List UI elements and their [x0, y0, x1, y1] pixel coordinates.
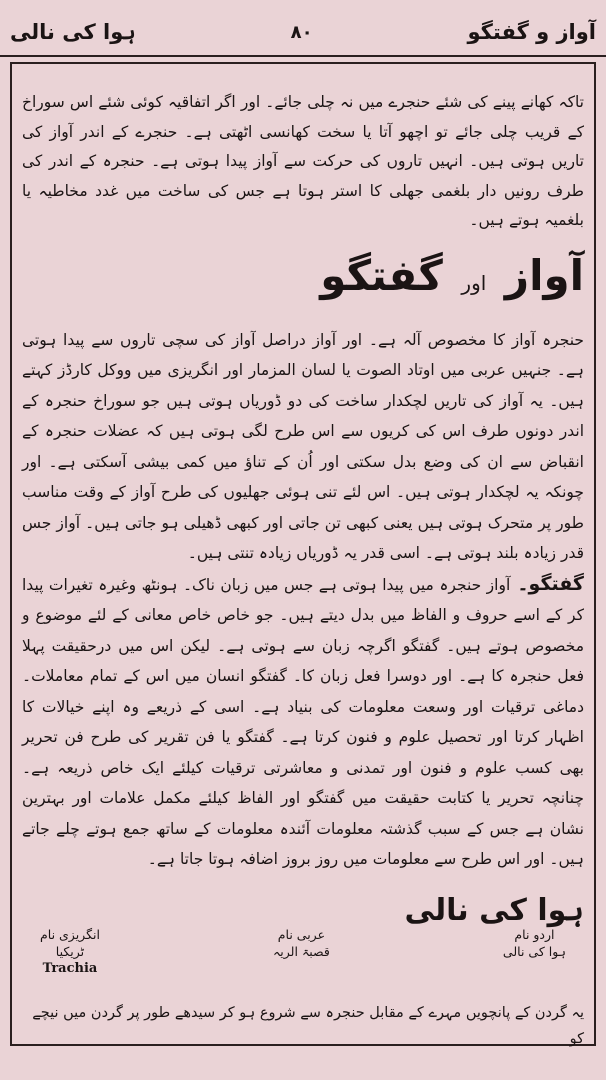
english-name-label: انگریزی نام — [40, 927, 100, 942]
speech-text: آواز حنجرہ میں پیدا ہوتی ہے جس میں زبان ناک۔ ہونٹھ وغیرہ تغیرات پیدا کر کے اسے حروف و الفاظ میں بدل دیتے ہیں۔ جو خاص خاص معانی کے لئے موضوع و مخصوص ہوتے ہیں۔ گفتگو اگرچہ زبان سے ہوتی ہے۔ لیکن اس میں درحقیقت پہلا فعل حنجرہ کا ہے۔ اور دوسرا فعل زبان کا۔ گفتگو انسان میں اس کے تمام معاملات۔ دماغی ترقیات اور وسعت معلومات کی بنیاد ہے۔ اسی کے ذریعے وہ اپنے خیالات کا اظہار کرتا اور تحصیل علوم و فنون کرتا ہے۔ گفتگو یا فن تقریر کی طرح فن تحریر بھی کسب علوم و فنون اور تمدنی و معاشرتی ترقیات کیلئے ایک خاص ذریعہ ہے۔ چنانچہ تحریر یا کتابت حقیقت میں گفتگو اور الفاظ کیلئے مکمل علامات اور بہترین نشان ہے جس کے سبب گذشتہ معلومات آئندہ معلومات کے ساتھ جمع ہوتے چلے جاتے ہیں۔ اور اس طرح سے معلومات میں روز بروز اضافہ ہوتا جاتا ہے۔ — [22, 575, 584, 868]
page-body — [22, 88, 584, 936]
arabic-name-label: عربی نام — [277, 927, 326, 942]
arabic-name-col — [273, 926, 330, 984]
urdu-name-col — [503, 926, 566, 984]
english-name-value: Trachia — [42, 961, 98, 976]
section-title — [22, 246, 584, 313]
paragraph-trachea: یہ گردن کے پانچویں مہرے کے مقابل حنجرہ سے شروع ہو کر سیدھے طور پر گردن میں نیچے کو — [32, 1005, 584, 1047]
paragraph-speech — [22, 569, 584, 875]
term-names-row — [40, 926, 566, 984]
urdu-name-label: اردو نام — [514, 927, 555, 942]
header-rule — [0, 55, 606, 57]
english-name-col — [40, 926, 100, 984]
page-header — [10, 12, 596, 52]
title-word-and: اور — [461, 270, 487, 295]
urdu-name-value: ہوا کی نالی — [502, 944, 566, 959]
subsection-title: ہوا کی نالی — [404, 892, 584, 928]
title-word-awaz: آواز — [504, 250, 584, 300]
english-name-urdu: ٹریکیا — [55, 944, 85, 959]
header-left-title: ہوا کی نالی — [10, 20, 136, 44]
arabic-name-value: قصبۃ الریہ — [272, 944, 330, 959]
header-right-title: آواز و گفتگو — [467, 20, 596, 44]
paragraph-larynx: حنجرہ آواز کا مخصوص آلہ ہے۔ اور آواز دراصل آواز کی سچی تاروں سے پیدا ہوتی ہے۔ جنہیں عربی میں اوتاد الصوت یا لسان المزمار اور انگریزی میں ووکل کارڈز کہتے ہیں۔ یہ آواز کی تاریں لچکدار ساخت کی دو ڈوریاں ہوتی ہیں جو سوراخ حنجرہ کے اندر دونوں طرف اس کی کریوں سے اس طرح لگی ہوتی ہیں کہ عضلات حنجرہ کے انقباض سے ان کی وضع بدل سکتی اور اُن کے تناؤ میں کمی بیشی آسکتی ہے۔ اور چونکہ یہ لچکدار ہوتی ہیں۔ اس لئے تنی ہوئی جھلیوں کی طرح آواز کے وقت مناسب طور پر متحرک ہوتی ہیں یعنی کبھی تن جاتی اور کبھی ڈھیلی ہو جاتی ہیں۔ آواز جس قدر زیادہ بلند ہوتی ہے۔ اسی قدر یہ ڈوریاں زیادہ تنتی ہیں۔ — [22, 330, 584, 562]
paragraph-intro: تاکہ کھانے پینے کی شئے حنجرے میں نہ چلی جائے۔ اور اگر اتفاقیہ کوئی شئے اس سوراخ کے قریب چلی جائے تو اچھو آتا یا سخت کھانسی اٹھتی ہے۔ حنجرے کے اندر آواز کی تاریں ہوتی ہیں۔ انہیں تاروں کی حرکت سے آواز پیدا ہوتی ہے۔ حنجرہ کے اندر کی طرف رونیں دار بلغمی جھلی کا استر ہوتا ہے جس کی ساخت میں غدد مخاطیہ یا بلغمیہ ہوتے ہیں۔ — [22, 93, 584, 229]
title-word-guftagu: گفتگو — [320, 250, 443, 300]
page-number: ۸۰ — [290, 21, 313, 43]
speech-term: گفتگو۔ — [510, 572, 584, 595]
